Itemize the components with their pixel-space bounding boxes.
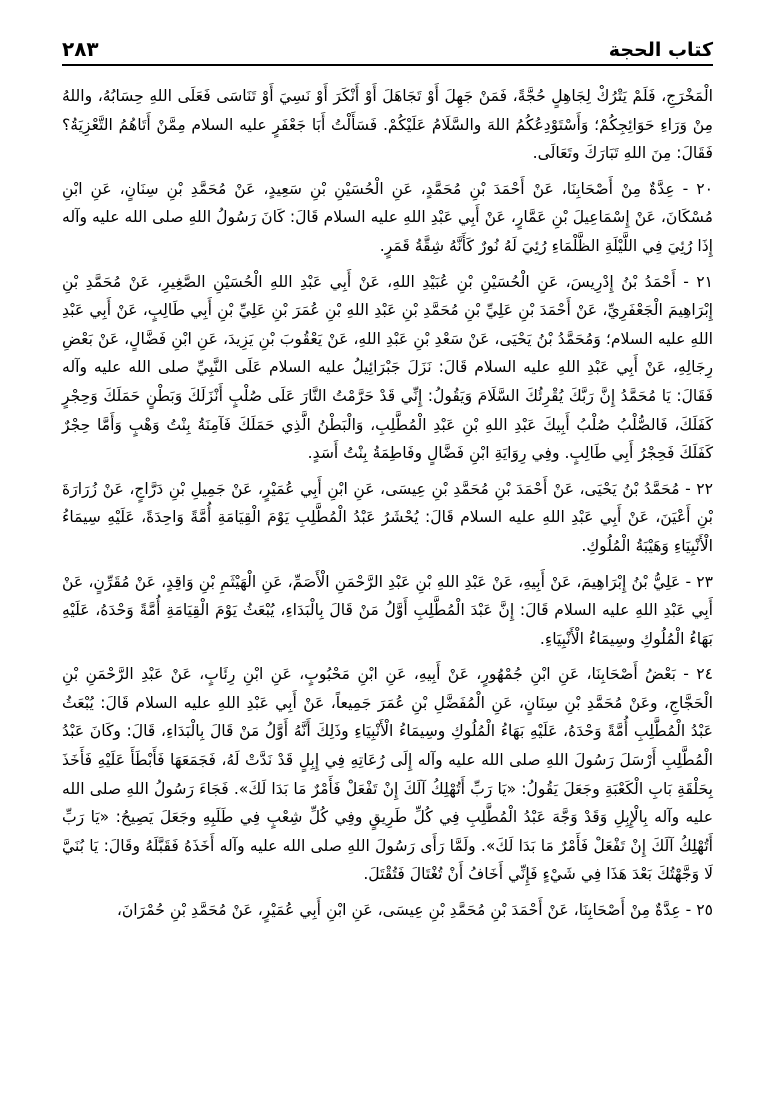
hadith-22: ٢٢ - مُحَمَّدُ بْنُ يَحْيَى، عَنْ أَحْمَدَ بْنِ مُحَمَّدِ بْنِ عِيسَى، عَنِ ابْنِ أَبِي عُمَيْرٍ، عَنْ جَمِيلِ بْنِ دَرَّاجٍ، عَنْ زُرَارَةَ بْنِ أَعْيَنَ، عَنْ أَبِي عَبْدِ اللهِ عليه السلام قَالَ: يُحْشَرُ عَبْدُ الْمُطَّلِبِ يَوْمَ الْقِيَامَةِ أُمَّةً وَاحِدَةً، عَلَيْهِ سِيمَاءُ الْأَنْبِيَاءِ وَهَيْبَةُ الْمُلُوكِ. — [62, 479, 713, 555]
page-number: ٢٨٣ — [62, 37, 99, 61]
page-header — [62, 30, 713, 66]
hadith-24: ٢٤ - بَعْضُ أَصْحَابِنَا، عَنِ ابْنِ جُمْهُورٍ، عَنْ أَبِيهِ، عَنِ ابْنِ مَحْبُوبٍ، عَنِ ابْنِ رِئَابٍ، عَنْ عَبْدِ الرَّحْمَنِ بْنِ الْحَجَّاجِ، وعَنْ مُحَمَّدِ بْنِ سِنَانٍ، عَنِ الْمُفَضَّلِ بْنِ عُمَرَ جَمِيعاً، عَنْ أَبِي عَبْدِ اللهِ عليه السلام قَالَ: يُبْعَثُ عَبْدُ الْمُطَّلِبِ أُمَّةً وَحْدَهُ، عَلَيْهِ بَهَاءُ الْمُلُوكِ وسِيمَاءُ الْأَنْبِيَاءِ وذَلِكَ أَنَّهُ أَوَّلُ مَنْ قَالَ بِالْبَدَاءِ، قَالَ: وكَانَ عَبْدُ الْمُطَّلِبِ أَرْسَلَ رَسُولَ اللهِ صلى الله عليه وآله إِلَى رُعَاتِهِ فِي إِبِلٍ قَدْ نَدَّتْ لَهُ، فَجَمَعَهَا فَأَبْطَأَ عَلَيْهِ فَأَخَذَ بِحَلْقَةِ بَابِ الْكَعْبَةِ وجَعَلَ يَقُولُ: «يَا رَبِّ أَتُهْلِكُ آلَكَ إِنْ تَفْعَلْ فَأَمْرٌ مَا بَدَا لَكَ». فَجَاءَ رَسُولُ اللهِ صلى الله عليه وآله بِالْإِبِلِ وَقَدْ وَجَّهَ عَبْدُ الْمُطَّلِبِ فِي كُلِّ طَرِيقٍ وفِي كُلِّ شِعْبٍ فِي طَلَبِهِ وجَعَلَ يَصِيحُ: «يَا رَبِّ أَتُهْلِكُ آلَكَ إِنْ تَفْعَلْ فَأَمْرٌ مَا بَدَا لَكَ». ولَمَّا رَأَى رَسُولَ اللهِ صلى الله عليه وآله أَخَذَهُ فَقَبَّلَهُ وقَالَ: يَا بُنَيَّ لَا وَجَّهْتُكَ بَعْدَ هَذَا فِي شَيْءٍ فَإِنِّي أَخَافُ أَنْ تُغْتَالَ فَتُقْتَلَ. — [62, 665, 713, 884]
hadith-20: ٢٠ - عِدَّةٌ مِنْ أَصْحَابِنَا، عَنْ أَحْمَدَ بْنِ مُحَمَّدٍ، عَنِ الْحُسَيْنِ بْنِ سَعِيدٍ، عَنْ مُحَمَّدِ بْنِ سِنَانٍ، عَنِ ابْنِ مُسْكَانَ، عَنْ إِسْمَاعِيلَ بْنِ عَمَّارٍ، عَنْ أَبِي عَبْدِ اللهِ عليه السلام قَالَ: كَانَ رَسُولُ اللهِ صلى الله عليه وآله إِذَا رُئِيَ فِي اللَّيْلَةِ الظَّلْمَاءِ رُئِيَ لَهُ نُورٌ كَأَنَّهُ شِقَّةُ قَمَرٍ. — [62, 179, 713, 255]
hadith-21: ٢١ - أَحْمَدُ بْنُ إِدْرِيسَ، عَنِ الْحُسَيْنِ بْنِ عُبَيْدِ اللهِ، عَنْ أَبِي عَبْدِ اللهِ الْحُسَيْنِ الصَّغِيرِ، عَنْ مُحَمَّدِ بْنِ إِبْرَاهِيمَ الْجَعْفَرِيِّ، عَنْ أَحْمَدَ بْنِ عَلِيِّ بْنِ مُحَمَّدِ بْنِ عَبْدِ اللهِ بْنِ عُمَرَ بْنِ عَلِيِّ بْنِ أَبِي طَالِبٍ، عَنْ أَبِي عَبْدِ اللهِ عليه السلام؛ وَمُحَمَّدُ بْنُ يَحْيَى، عَنْ سَعْدِ بْنِ عَبْدِ اللهِ، عَنْ يَعْقُوبَ بْنِ يَزِيدَ، عَنِ ابْنِ فَضَّالٍ، عَنْ بَعْضِ رِجَالِهِ، عَنْ أَبِي عَبْدِ اللهِ عليه السلام قَالَ: نَزَلَ جَبْرَائِيلُ عليه السلام عَلَى النَّبِيِّ صلى الله عليه وآله فَقَالَ: يَا مُحَمَّدُ إِنَّ رَبَّكَ يُقْرِئُكَ السَّلَامَ وَيَقُولُ: إِنِّي قَدْ حَرَّمْتُ النَّارَ عَلَى صُلْبٍ أَنْزَلَكَ وَبَطْنٍ حَمَلَكَ وَحِجْرٍ كَفَلَكَ، فَالصُّلْبُ صُلْبُ أَبِيكَ عَبْدِ اللهِ بْنِ عَبْدِ الْمُطَّلِبِ، وَالْبَطْنُ الَّذِي حَمَلَكَ فَآمِنَةُ بِنْتُ وَهْبٍ وَأَمَّا حِجْرٌ كَفَلَكَ فَحِجْرُ أَبِي طَالِبٍ. وفِي رِوَايَةِ ابْنِ فَضَّالٍ وفَاطِمَةُ بِنْتُ أَسَدٍ. — [62, 272, 713, 463]
hadith-25: ٢٥ - عِدَّةٌ مِنْ أَصْحَابِنَا، عَنْ أَحْمَدَ بْنِ مُحَمَّدِ بْنِ عِيسَى، عَنِ ابْنِ أَبِي عُمَيْرٍ، عَنْ مُحَمَّدِ بْنِ حُمْرَانَ، — [116, 901, 713, 920]
paragraph-continuation: الْمَخْرَجِ، فَلَمْ يَتْرُكْ لِجَاهِلٍ حُجَّةً، فَمَنْ جَهِلَ أَوْ تَجَاهَلَ أَوْ أَنْكَرَ أَوْ نَسِيَ أَوْ تَنَاسَى فَعَلَى اللهِ حِسَابُهُ، واللهُ مِنْ وَرَاءِ حَوَائِجِكُمْ؛ وَأَسْتَوْدِعُكُمُ اللهَ والسَّلَامُ عَلَيْكُمْ. فَسَأَلْتُ أَبَا جَعْفَرٍ عليه السلام مِمَّنْ أَتَاهُمُ التَّعْزِيَةُ؟ فَقَالَ: مِنَ اللهِ تَبَارَكَ وتَعَالَى. — [62, 87, 713, 163]
chapter-title: كتاب الحجة — [608, 39, 713, 61]
hadith-23: ٢٣ - عَلِيُّ بْنُ إِبْرَاهِيمَ، عَنْ أَبِيهِ، عَنْ عَبْدِ اللهِ بْنِ عَبْدِ الرَّحْمَنِ الْأَصَمِّ، عَنِ الْهَيْثَمِ بْنِ وَاقِدٍ، عَنْ مُقَرِّنٍ، عَنْ أَبِي عَبْدِ اللهِ عليه السلام قَالَ: إِنَّ عَبْدَ الْمُطَّلِبِ أَوَّلُ مَنْ قَالَ بِالْبَدَاءِ، يُبْعَثُ يَوْمَ الْقِيَامَةِ أُمَّةً وَحْدَهُ، عَلَيْهِ بَهَاءُ الْمُلُوكِ وسِيمَاءُ الْأَنْبِيَاءِ. — [62, 572, 713, 648]
page-body — [62, 82, 713, 932]
